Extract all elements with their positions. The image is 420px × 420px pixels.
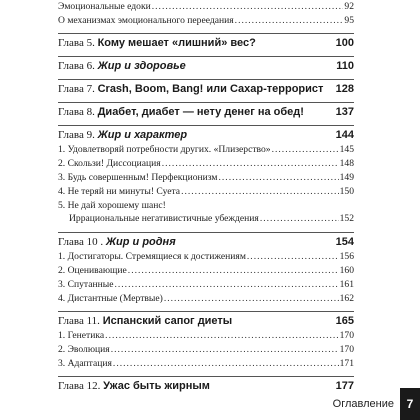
toc-entry[interactable] — [58, 172, 354, 183]
dot-leader — [164, 293, 339, 304]
toc-entry[interactable] — [58, 15, 354, 26]
chapter-page: 177 — [335, 380, 354, 392]
chapter-divider — [58, 376, 354, 377]
chapter-number: Глава 6. — [58, 60, 98, 72]
toc-entry[interactable] — [58, 200, 354, 211]
chapter-title: Жир и родня — [105, 236, 176, 248]
toc-entry-title: 1. Удовлетворяй потребности других. «Плизерство» — [58, 144, 271, 155]
toc-entry[interactable] — [58, 158, 354, 169]
dot-leader — [113, 358, 339, 369]
dot-leader — [152, 1, 344, 12]
toc-entry[interactable] — [58, 1, 354, 12]
toc-entry-title: 3. Адаптация — [58, 358, 112, 369]
chapter-divider — [58, 102, 354, 103]
toc-entry-page: 150 — [339, 186, 354, 197]
toc-entry-title: 3. Спутанные — [58, 279, 114, 290]
toc-chapter[interactable] — [58, 380, 354, 392]
toc-entry-title: 2. Скользи! Диссоциация — [58, 158, 161, 169]
toc-entry-title: Эмоциональные едоки — [58, 1, 151, 12]
toc-entry-page: 171 — [339, 358, 354, 369]
toc-entry-page: 149 — [339, 172, 354, 183]
toc-entry[interactable] — [58, 293, 354, 304]
chapter-page: 154 — [335, 236, 354, 248]
toc-chapter[interactable] — [58, 129, 354, 141]
chapter-title: Ужас быть жирным — [103, 380, 210, 392]
page-number-badge: 7 — [400, 388, 420, 420]
toc-entry-title: 1. Генетика — [58, 330, 105, 341]
toc-entry-title: 5. Не дай хорошему шанс! — [58, 200, 166, 211]
toc-chapter[interactable] — [58, 106, 354, 118]
toc-entry[interactable] — [58, 358, 354, 369]
toc-entry-title: 2. Эволюция — [58, 344, 110, 355]
toc-entry-page: 156 — [339, 251, 354, 262]
toc-chapter[interactable] — [58, 37, 354, 49]
chapter-number: Глава 12. — [58, 380, 104, 392]
toc-entry-page: 95 — [344, 15, 354, 26]
dot-leader — [128, 265, 339, 276]
dot-leader — [114, 279, 338, 290]
toc-chapter[interactable] — [58, 60, 354, 72]
chapter-number: Глава 10 . — [58, 236, 106, 248]
toc-chapter[interactable] — [58, 315, 354, 327]
chapter-page: 110 — [336, 60, 354, 72]
chapter-page: 137 — [335, 106, 354, 118]
chapter-divider — [58, 125, 354, 126]
toc-entry-page: 92 — [344, 1, 354, 12]
chapter-page: 100 — [335, 37, 354, 49]
toc-entry[interactable] — [58, 344, 354, 355]
toc-entry[interactable] — [69, 213, 354, 224]
toc-entry-page: 160 — [339, 265, 354, 276]
dot-leader — [181, 186, 339, 197]
chapter-divider — [58, 79, 354, 80]
dot-leader — [219, 172, 339, 183]
chapter-divider — [58, 232, 354, 233]
chapter-divider — [58, 33, 354, 34]
toc-entry-title: 4. Не теряй ни минуты! Суета — [58, 186, 181, 197]
toc-entry[interactable] — [58, 279, 354, 290]
dot-leader — [272, 144, 339, 155]
toc-entry-title: 4. Дистантные (Мертвые) — [58, 293, 163, 304]
toc-entry-page: 152 — [339, 213, 354, 224]
chapter-divider — [58, 311, 354, 312]
toc-entry-page: 162 — [339, 293, 354, 304]
toc-entry-page: 170 — [339, 344, 354, 355]
chapter-number: Глава 7. — [58, 83, 98, 95]
toc-entry-page: 145 — [339, 144, 354, 155]
chapter-page: 128 — [335, 83, 354, 95]
chapter-title: Жир и здоровье — [97, 60, 186, 72]
dot-leader — [105, 330, 338, 341]
toc-entry[interactable] — [58, 251, 354, 262]
toc-entry-title: Иррациональные негативистичные убеждения — [69, 213, 259, 224]
chapter-title: Кому мешает «лишний» вес? — [97, 37, 256, 49]
toc-entry-title: 1. Достигаторы. Стремящиеся к достижениям — [58, 251, 246, 262]
toc-entry[interactable] — [58, 330, 354, 341]
toc-entry-page: 161 — [339, 279, 354, 290]
toc-entry-title: 3. Будь совершенным! Перфекционизм — [58, 172, 218, 183]
toc-chapter[interactable] — [58, 236, 354, 248]
chapter-title: Испанский сапог диеты — [102, 315, 233, 327]
toc-entry[interactable] — [58, 265, 354, 276]
toc-entry-title: О механизмах эмоционального переедания — [58, 15, 234, 26]
chapter-number: Глава 8. — [58, 106, 98, 118]
dot-leader — [235, 15, 344, 26]
dot-leader — [260, 213, 339, 224]
chapter-number: Глава 5. — [58, 37, 98, 49]
chapter-number: Глава 11. — [58, 315, 103, 327]
toc-chapter[interactable] — [58, 83, 354, 95]
chapter-page: 144 — [335, 129, 354, 141]
dot-leader — [111, 344, 339, 355]
page-footer — [333, 388, 420, 420]
dot-leader — [247, 251, 339, 262]
toc-entry-page: 170 — [339, 330, 354, 341]
toc-entry-page: 148 — [339, 158, 354, 169]
section-label: Оглавление — [332, 398, 394, 410]
chapter-page: 165 — [335, 315, 354, 327]
toc-entry-title: 2. Оценивающие — [58, 265, 127, 276]
chapter-title: Жир и характер — [97, 129, 188, 141]
chapter-title: Crash, Boom, Bang! или Сахар-террорист — [97, 83, 324, 95]
chapter-divider — [58, 56, 354, 57]
toc-entry[interactable] — [58, 144, 354, 155]
chapter-number: Глава 9. — [58, 129, 98, 141]
toc-entry[interactable] — [58, 186, 354, 197]
chapter-title: Диабет, диабет — нету денег на обед! — [97, 106, 304, 118]
dot-leader — [162, 158, 339, 169]
